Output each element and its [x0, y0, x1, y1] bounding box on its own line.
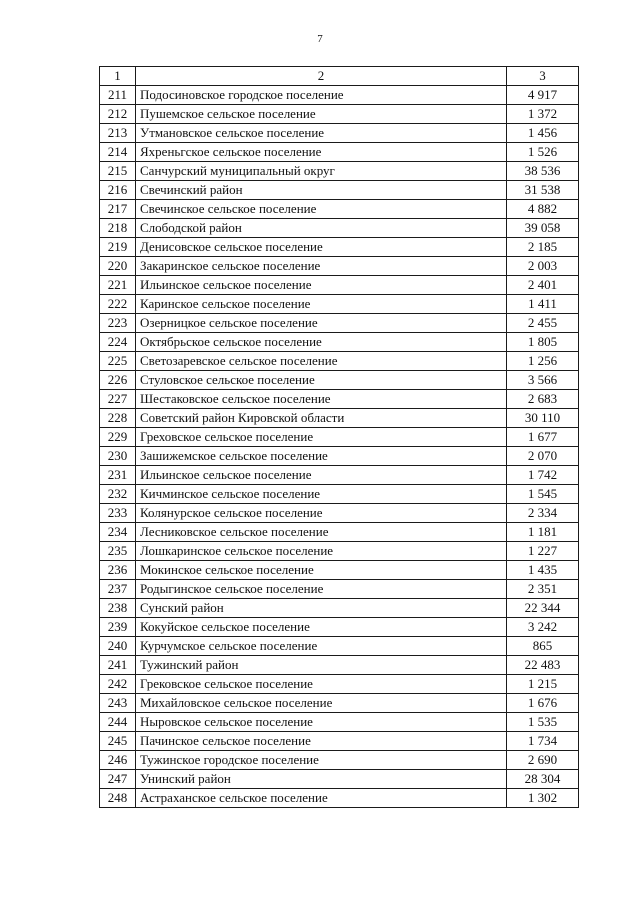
table-row — [100, 314, 579, 333]
row-value-cell: 1 734 — [507, 732, 579, 751]
table-row — [100, 485, 579, 504]
row-number-cell: 215 — [100, 162, 136, 181]
row-number-cell: 214 — [100, 143, 136, 162]
row-value-cell: 4 917 — [507, 86, 579, 105]
table-row — [100, 732, 579, 751]
row-value-cell: 865 — [507, 637, 579, 656]
row-value-cell: 1 676 — [507, 694, 579, 713]
table-row — [100, 466, 579, 485]
row-name-cell: Слободской район — [136, 219, 507, 238]
row-name-cell: Шестаковское сельское поселение — [136, 390, 507, 409]
row-number-cell: 219 — [100, 238, 136, 257]
table-row — [100, 504, 579, 523]
row-name-cell: Санчурский муниципальный округ — [136, 162, 507, 181]
row-number-cell: 221 — [100, 276, 136, 295]
table-row — [100, 143, 579, 162]
table-row — [100, 618, 579, 637]
page-number: 7 — [317, 33, 323, 45]
row-value-cell: 28 304 — [507, 770, 579, 789]
row-name-cell: Стуловское сельское поселение — [136, 371, 507, 390]
row-number-cell: 241 — [100, 656, 136, 675]
row-value-cell: 2 351 — [507, 580, 579, 599]
table-body — [100, 67, 579, 808]
table-row — [100, 238, 579, 257]
row-name-cell: Свечинский район — [136, 181, 507, 200]
row-number-cell: 233 — [100, 504, 136, 523]
row-name-cell: Пушемское сельское поселение — [136, 105, 507, 124]
row-value-cell: 1 181 — [507, 523, 579, 542]
row-number-cell: 226 — [100, 371, 136, 390]
row-value-cell: 22 344 — [507, 599, 579, 618]
header-cell-value: 3 — [507, 67, 579, 86]
row-name-cell: Ильинское сельское поселение — [136, 276, 507, 295]
row-name-cell: Подосиновское городское поселение — [136, 86, 507, 105]
row-name-cell: Астраханское сельское поселение — [136, 789, 507, 808]
row-number-cell: 225 — [100, 352, 136, 371]
row-number-cell: 220 — [100, 257, 136, 276]
row-number-cell: 234 — [100, 523, 136, 542]
table-row — [100, 162, 579, 181]
row-value-cell: 1 805 — [507, 333, 579, 352]
table-row — [100, 352, 579, 371]
row-value-cell: 1 435 — [507, 561, 579, 580]
row-number-cell: 236 — [100, 561, 136, 580]
row-name-cell: Лесниковское сельское поселение — [136, 523, 507, 542]
row-number-cell: 244 — [100, 713, 136, 732]
row-value-cell: 3 566 — [507, 371, 579, 390]
row-value-cell: 38 536 — [507, 162, 579, 181]
row-number-cell: 223 — [100, 314, 136, 333]
row-value-cell: 2 401 — [507, 276, 579, 295]
table-row — [100, 105, 579, 124]
row-value-cell: 2 003 — [507, 257, 579, 276]
row-value-cell: 2 185 — [507, 238, 579, 257]
table-row — [100, 694, 579, 713]
row-name-cell: Курчумское сельское поселение — [136, 637, 507, 656]
table-row — [100, 637, 579, 656]
row-value-cell: 1 227 — [507, 542, 579, 561]
row-number-cell: 213 — [100, 124, 136, 143]
row-number-cell: 222 — [100, 295, 136, 314]
row-number-cell: 238 — [100, 599, 136, 618]
row-number-cell: 212 — [100, 105, 136, 124]
row-number-cell: 246 — [100, 751, 136, 770]
row-name-cell: Мокинское сельское поселение — [136, 561, 507, 580]
row-value-cell: 1 545 — [507, 485, 579, 504]
row-name-cell: Закаринское сельское поселение — [136, 257, 507, 276]
row-value-cell: 31 538 — [507, 181, 579, 200]
row-name-cell: Озерницкое сельское поселение — [136, 314, 507, 333]
row-number-cell: 235 — [100, 542, 136, 561]
row-value-cell: 1 372 — [507, 105, 579, 124]
row-name-cell: Октябрьское сельское поселение — [136, 333, 507, 352]
row-number-cell: 239 — [100, 618, 136, 637]
row-number-cell: 229 — [100, 428, 136, 447]
row-value-cell: 30 110 — [507, 409, 579, 428]
row-value-cell: 2 070 — [507, 447, 579, 466]
row-name-cell: Ильинское сельское поселение — [136, 466, 507, 485]
row-number-cell: 218 — [100, 219, 136, 238]
row-name-cell: Советский район Кировской области — [136, 409, 507, 428]
row-name-cell: Тужинское городское поселение — [136, 751, 507, 770]
table-header-row — [100, 67, 579, 86]
table-row — [100, 523, 579, 542]
row-name-cell: Тужинский район — [136, 656, 507, 675]
row-name-cell: Каринское сельское поселение — [136, 295, 507, 314]
table-row — [100, 181, 579, 200]
row-name-cell: Светозаревское сельское поселение — [136, 352, 507, 371]
row-name-cell: Лошкаринское сельское поселение — [136, 542, 507, 561]
row-value-cell: 1 535 — [507, 713, 579, 732]
row-value-cell: 1 411 — [507, 295, 579, 314]
row-number-cell: 245 — [100, 732, 136, 751]
header-cell-number: 1 — [100, 67, 136, 86]
table-row — [100, 770, 579, 789]
row-number-cell: 232 — [100, 485, 136, 504]
row-number-cell: 230 — [100, 447, 136, 466]
table-row — [100, 447, 579, 466]
row-name-cell: Кокуйское сельское поселение — [136, 618, 507, 637]
data-table — [99, 66, 579, 808]
row-value-cell: 2 334 — [507, 504, 579, 523]
row-name-cell: Михайловское сельское поселение — [136, 694, 507, 713]
row-number-cell: 227 — [100, 390, 136, 409]
row-number-cell: 217 — [100, 200, 136, 219]
row-name-cell: Унинский район — [136, 770, 507, 789]
table-row — [100, 542, 579, 561]
table-row — [100, 428, 579, 447]
row-value-cell: 1 302 — [507, 789, 579, 808]
row-name-cell: Пачинское сельское поселение — [136, 732, 507, 751]
header-cell-name: 2 — [136, 67, 507, 86]
table-row — [100, 219, 579, 238]
row-number-cell: 240 — [100, 637, 136, 656]
row-name-cell: Утмановское сельское поселение — [136, 124, 507, 143]
row-value-cell: 3 242 — [507, 618, 579, 637]
table-row — [100, 371, 579, 390]
table-row — [100, 86, 579, 105]
table-row — [100, 599, 579, 618]
table-row — [100, 390, 579, 409]
table-row — [100, 789, 579, 808]
row-value-cell: 2 683 — [507, 390, 579, 409]
table-row — [100, 561, 579, 580]
row-value-cell: 4 882 — [507, 200, 579, 219]
table-row — [100, 656, 579, 675]
table-row — [100, 409, 579, 428]
row-name-cell: Колянурское сельское поселение — [136, 504, 507, 523]
row-number-cell: 224 — [100, 333, 136, 352]
row-value-cell: 1 677 — [507, 428, 579, 447]
row-name-cell: Яхреньгское сельское поселение — [136, 143, 507, 162]
row-name-cell: Кичминское сельское поселение — [136, 485, 507, 504]
row-value-cell: 2 455 — [507, 314, 579, 333]
row-name-cell: Свечинское сельское поселение — [136, 200, 507, 219]
row-value-cell: 39 058 — [507, 219, 579, 238]
row-number-cell: 216 — [100, 181, 136, 200]
row-number-cell: 248 — [100, 789, 136, 808]
row-number-cell: 243 — [100, 694, 136, 713]
row-value-cell: 2 690 — [507, 751, 579, 770]
row-name-cell: Зашижемское сельское поселение — [136, 447, 507, 466]
row-value-cell: 1 256 — [507, 352, 579, 371]
row-value-cell: 1 215 — [507, 675, 579, 694]
table-row — [100, 200, 579, 219]
row-name-cell: Родыгинское сельское поселение — [136, 580, 507, 599]
table-row — [100, 295, 579, 314]
row-number-cell: 247 — [100, 770, 136, 789]
table-row — [100, 713, 579, 732]
row-value-cell: 1 742 — [507, 466, 579, 485]
row-number-cell: 231 — [100, 466, 136, 485]
table-row — [100, 580, 579, 599]
table-row — [100, 333, 579, 352]
row-name-cell: Сунский район — [136, 599, 507, 618]
table-row — [100, 675, 579, 694]
table-row — [100, 751, 579, 770]
table-row — [100, 124, 579, 143]
row-name-cell: Ныровское сельское поселение — [136, 713, 507, 732]
row-number-cell: 237 — [100, 580, 136, 599]
row-name-cell: Грековское сельское поселение — [136, 675, 507, 694]
row-value-cell: 22 483 — [507, 656, 579, 675]
row-number-cell: 228 — [100, 409, 136, 428]
row-name-cell: Греховское сельское поселение — [136, 428, 507, 447]
table-row — [100, 276, 579, 295]
row-number-cell: 242 — [100, 675, 136, 694]
table-row — [100, 257, 579, 276]
row-number-cell: 211 — [100, 86, 136, 105]
row-value-cell: 1 456 — [507, 124, 579, 143]
row-value-cell: 1 526 — [507, 143, 579, 162]
row-name-cell: Денисовское сельское поселение — [136, 238, 507, 257]
